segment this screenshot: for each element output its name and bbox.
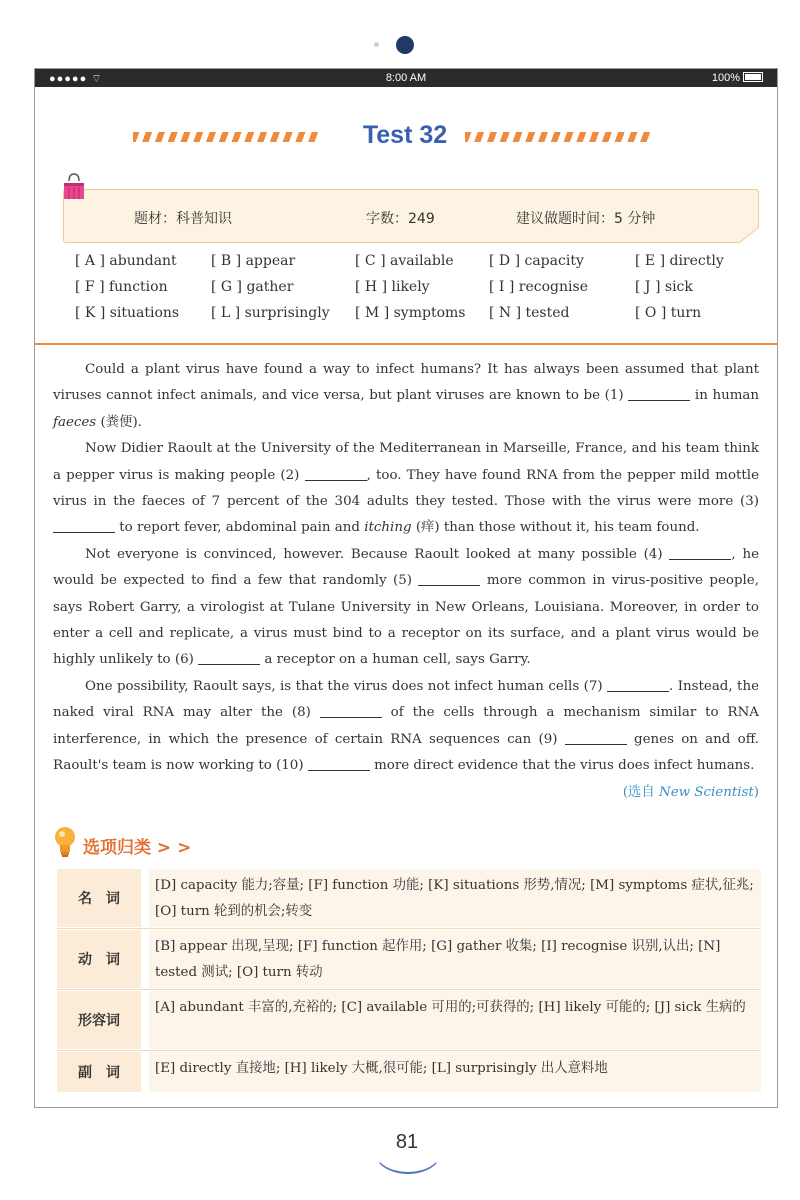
category-heading: 选项归类 > > bbox=[83, 838, 192, 858]
status-bar bbox=[35, 69, 777, 87]
title-row bbox=[35, 121, 777, 155]
option-e: [ E ] directly bbox=[635, 253, 724, 269]
paragraph-1 bbox=[53, 357, 759, 436]
category-label: 名 词 bbox=[57, 869, 141, 927]
option-i: [ I ] recognise bbox=[489, 279, 588, 295]
decorative-stripe-left bbox=[133, 132, 318, 142]
blank-1[interactable] bbox=[628, 386, 690, 401]
category-text: [D] capacity 能力;容量; [F] function 功能; [K] situations 形势,情况; [M] symptoms 症状,征兆; [O] turn 轮到的机会;转变 bbox=[149, 869, 761, 927]
blank-5[interactable] bbox=[418, 571, 480, 586]
binder-clip-icon bbox=[63, 173, 85, 201]
category-row-verb bbox=[57, 930, 761, 988]
category-label: 动 词 bbox=[57, 930, 141, 988]
page-number: 81 bbox=[395, 1131, 419, 1153]
paragraph-2 bbox=[53, 436, 759, 542]
text-italic: faeces bbox=[53, 414, 97, 430]
word-count-label: 字数：249 bbox=[366, 211, 435, 227]
option-g: [ G ] gather bbox=[211, 279, 294, 295]
blank-9[interactable] bbox=[565, 730, 627, 745]
source-title: New Scientist bbox=[658, 784, 754, 800]
blank-4[interactable] bbox=[669, 545, 731, 560]
category-label: 副 词 bbox=[57, 1052, 141, 1092]
option-d: [ D ] capacity bbox=[489, 253, 584, 269]
battery-indicator bbox=[712, 72, 763, 84]
text: Not everyone is convinced, however. Because Raoult looked at many possible (4) bbox=[85, 546, 663, 562]
status-time: 8:00 AM bbox=[385, 72, 427, 84]
camera-icon bbox=[396, 36, 414, 54]
text: more direct evidence that the virus does infect humans. bbox=[374, 758, 755, 774]
category-row-adverb bbox=[57, 1052, 761, 1092]
category-row-adjective bbox=[57, 991, 761, 1049]
paragraph-4 bbox=[53, 674, 759, 780]
blank-7[interactable] bbox=[607, 677, 669, 692]
option-m: [ M ] symptoms bbox=[355, 305, 466, 321]
option-a: [ A ] abundant bbox=[75, 253, 177, 269]
camera-sensor-dot bbox=[374, 42, 379, 47]
blank-8[interactable] bbox=[320, 703, 382, 718]
option-k: [ K ] situations bbox=[75, 305, 180, 321]
topic-label: 题材：科普知识 bbox=[134, 211, 232, 227]
text: (粪便). bbox=[100, 414, 142, 430]
option-c: [ C ] available bbox=[355, 253, 454, 269]
option-j: [ J ] sick bbox=[635, 279, 693, 295]
text: more common in virus-positive people, says Robert Garry, a virologist at Tulane University in New Orleans, Louisiana. Moreover, in order to enter a cell and replicate, a virus must bind to a receptor on its surface, and a plant virus would be highly unlikely to (6) bbox=[53, 573, 759, 668]
passage bbox=[53, 357, 759, 806]
battery-icon bbox=[743, 72, 763, 82]
text: Could a plant virus have found a way to infect humans? It has always been assumed that plant viruses cannot infect animals, and vice versa, but plant viruses are known to be (1) bbox=[53, 362, 759, 404]
battery-percent: 100% bbox=[711, 72, 740, 84]
source-suffix: ) bbox=[753, 784, 759, 800]
text-italic: itching bbox=[364, 520, 412, 536]
category-row-noun bbox=[57, 869, 761, 927]
tablet-screen bbox=[34, 68, 778, 1108]
category-text: [E] directly 直接地; [H] likely 大概,很可能; [L] surprisingly 出人意料地 bbox=[149, 1052, 761, 1092]
text: Now Didier Raoult at the University of the Mediterranean in Marseille, France, and his team think a pepper virus is making people (2) bbox=[53, 441, 759, 483]
info-box bbox=[63, 189, 759, 243]
text: , too. They have found RNA from the pepper mild mottle virus in the faeces of 7 percent of the 304 adults they tested. Those with the virus were more (3) bbox=[53, 467, 760, 510]
option-n: [ N ] tested bbox=[489, 305, 570, 321]
section-divider bbox=[35, 343, 777, 345]
source-prefix: (选自 bbox=[622, 784, 655, 800]
text: a receptor on a human cell, says Garry. bbox=[264, 652, 531, 668]
blank-3[interactable] bbox=[53, 518, 115, 533]
row-divider bbox=[57, 1050, 761, 1051]
text: in human bbox=[694, 388, 760, 404]
text: to report fever, abdominal pain and bbox=[119, 520, 360, 536]
category-text: [A] abundant 丰富的,充裕的; [C] available 可用的;可获得的; [H] likely 可能的; [J] sick 生病的 bbox=[149, 991, 761, 1049]
option-b: [ B ] appear bbox=[211, 253, 296, 269]
page-fold-icon bbox=[739, 227, 759, 243]
text: , he would be expected to find a few that randomly (5) bbox=[53, 546, 760, 589]
row-divider bbox=[57, 989, 761, 990]
blank-10[interactable] bbox=[308, 756, 370, 771]
page-title: Test 32 bbox=[362, 121, 448, 149]
text: One possibility, Raoult says, is that the virus does not infect human cells (7) bbox=[85, 678, 603, 694]
text: genes on and off. Raoult's team is now working to (10) bbox=[53, 731, 759, 774]
category-label: 形容词 bbox=[57, 991, 141, 1049]
decorative-stripe-right bbox=[465, 132, 650, 142]
source-citation bbox=[53, 780, 759, 806]
blank-6[interactable] bbox=[198, 650, 260, 665]
category-text: [B] appear 出现,呈现; [F] function 起作用; [G] gather 收集; [I] recognise 识别,认出; [N] tested 测试; [O] turn 转动 bbox=[149, 930, 761, 988]
text: . Instead, the naked viral RNA may alter the (8) bbox=[53, 678, 759, 721]
option-l: [ L ] surprisingly bbox=[211, 305, 330, 321]
text: (痒) than those without it, his team found. bbox=[415, 520, 700, 536]
blank-2[interactable] bbox=[305, 466, 367, 481]
signal-indicator: ●●●●● ⌔ bbox=[49, 73, 103, 85]
suggested-time-label: 建议做题时间：5 分钟 bbox=[516, 211, 656, 227]
paragraph-3 bbox=[53, 542, 759, 674]
lightbulb-icon bbox=[53, 825, 77, 859]
row-divider bbox=[57, 928, 761, 929]
option-h: [ H ] likely bbox=[355, 279, 430, 295]
option-f: [ F ] function bbox=[75, 279, 168, 295]
text: of the cells through a mechanism similar to RNA interference, in which the presence of certain RNA sequences can (9) bbox=[53, 705, 759, 747]
option-o: [ O ] turn bbox=[635, 305, 702, 321]
